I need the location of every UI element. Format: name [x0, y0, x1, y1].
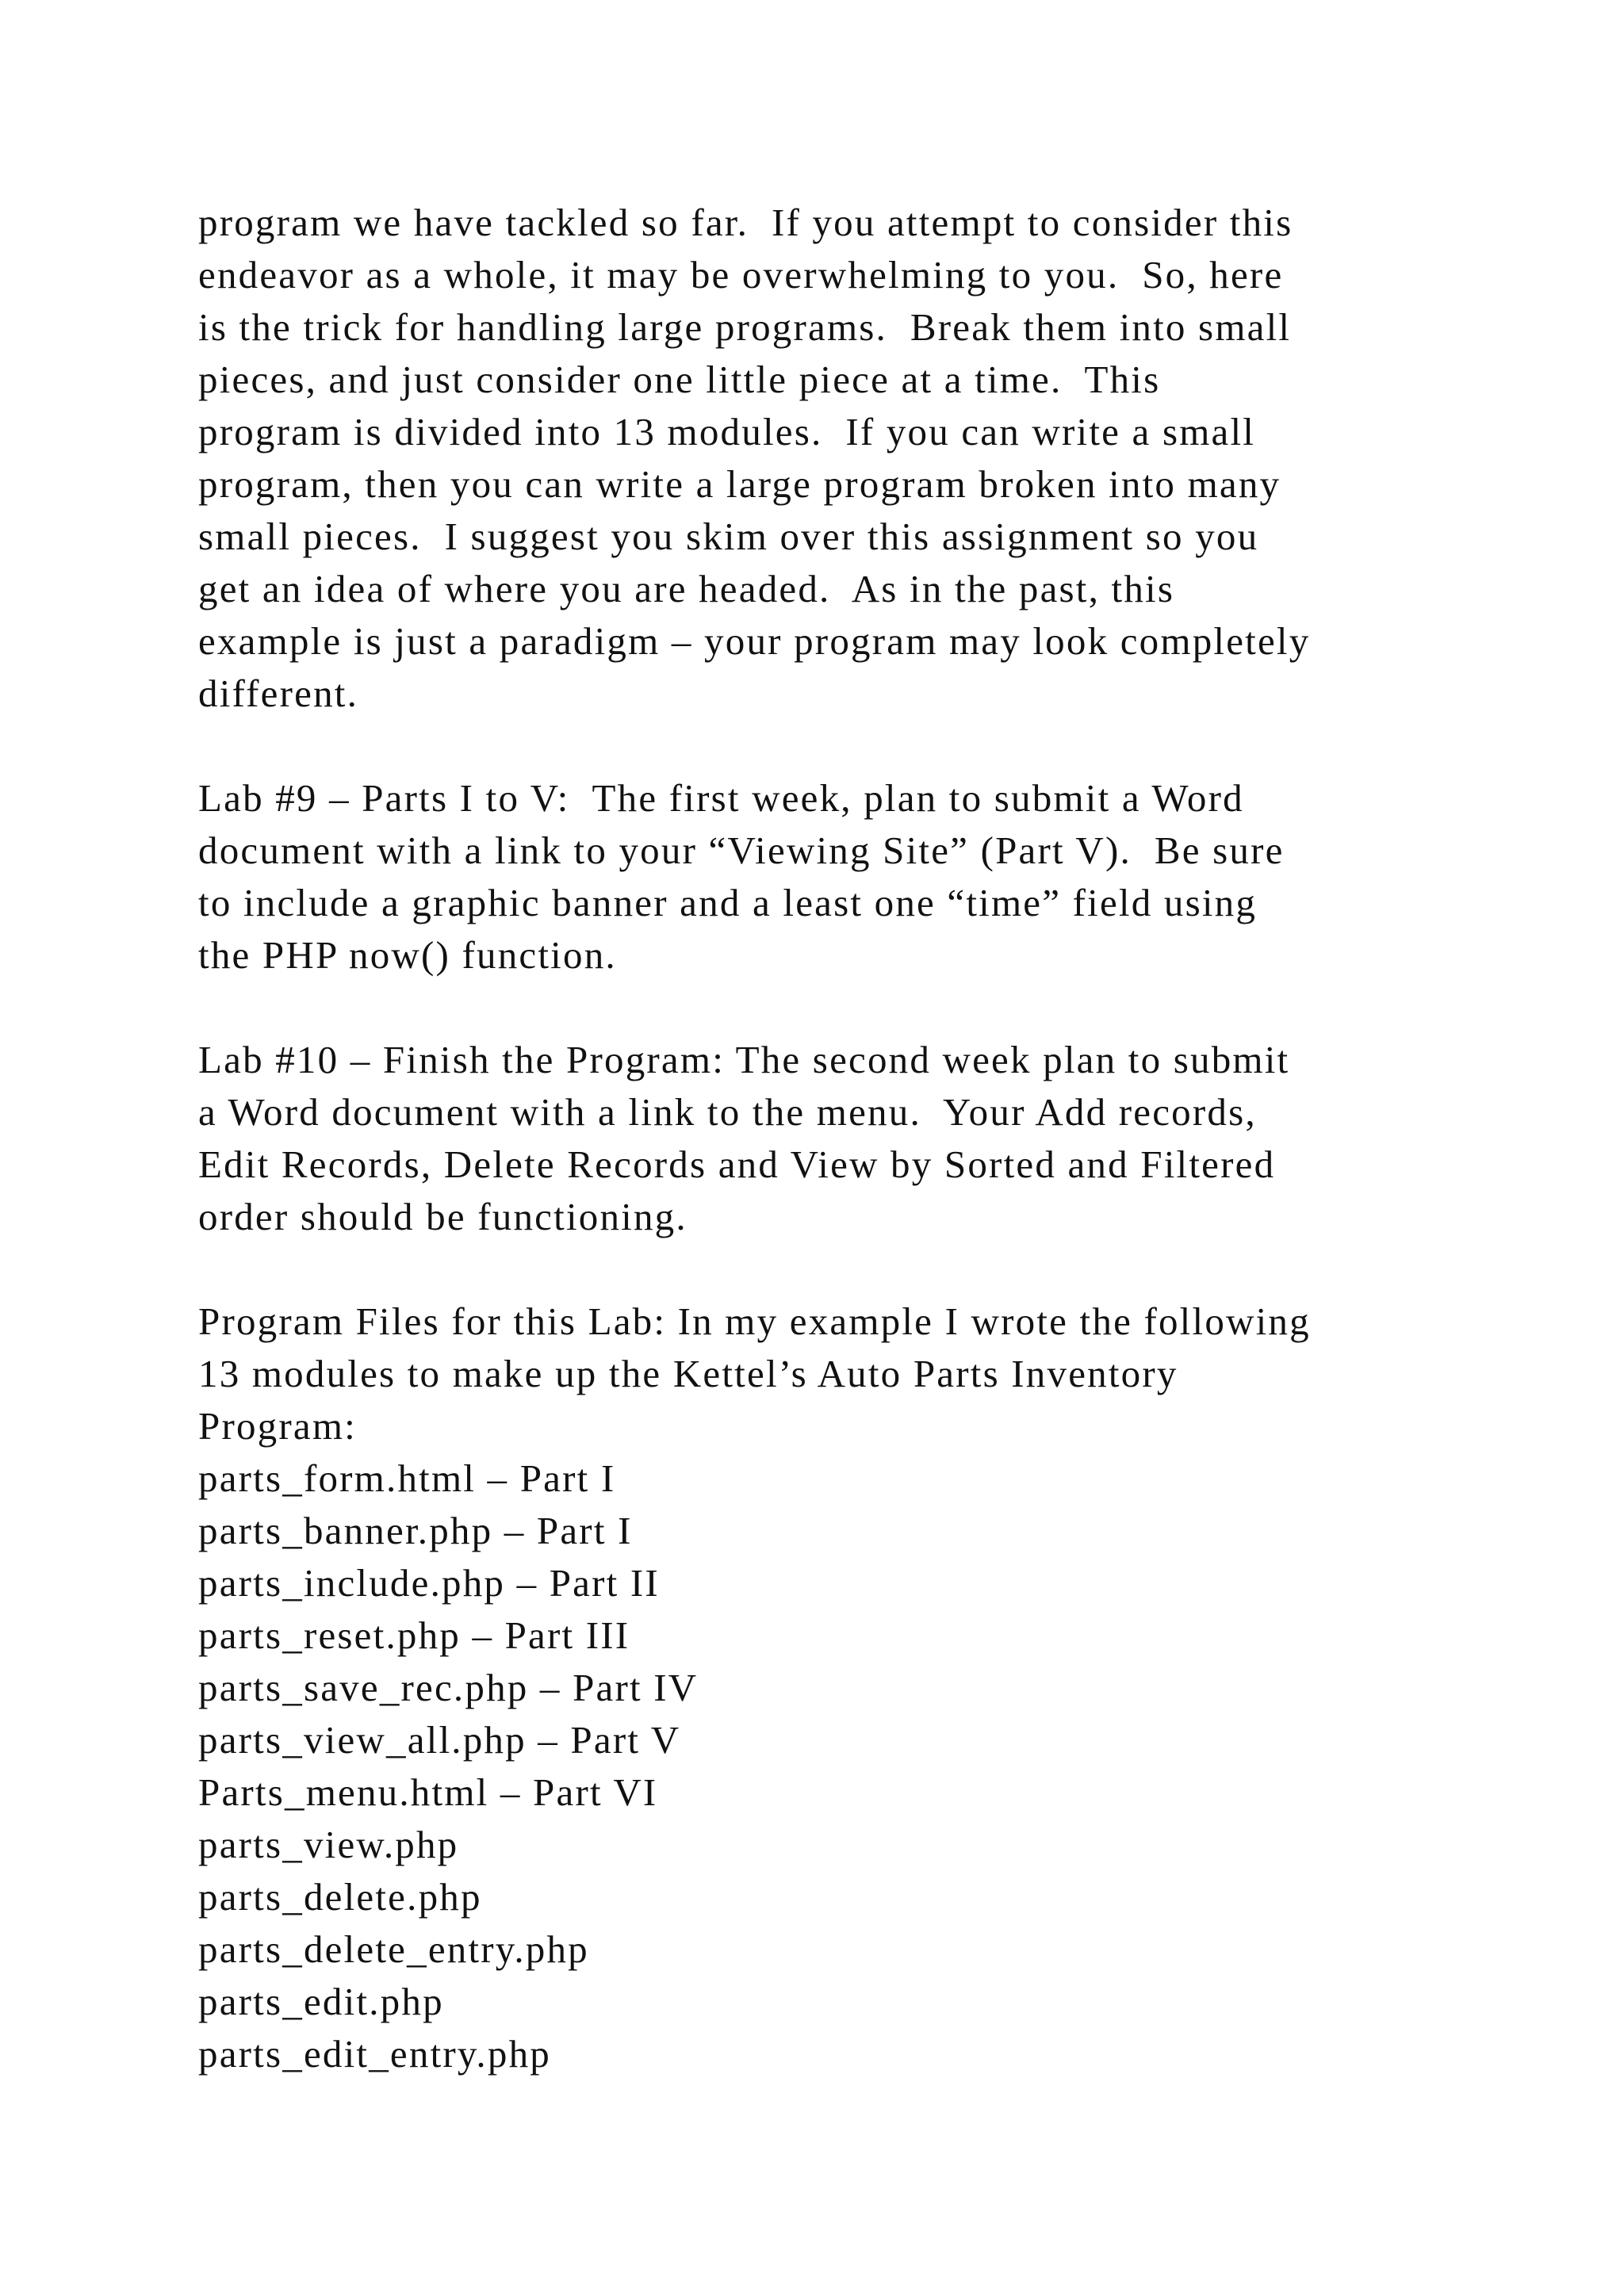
- text-line: Edit Records, Delete Records and View by Sorted and Filtered: [198, 1142, 1276, 1186]
- file-list-item: parts_save_rec.php – Part IV: [198, 1666, 699, 1709]
- file-list-item: parts_edit.php: [198, 1980, 444, 2023]
- paragraph-program-files: [198, 1295, 1483, 2080]
- text-line: different.: [198, 672, 359, 715]
- file-list-item: parts_view_all.php – Part V: [198, 1718, 681, 1762]
- text-line: endeavor as a whole, it may be overwhelming to you. So, here: [198, 253, 1284, 297]
- file-list-item: parts_view.php: [198, 1823, 459, 1866]
- document-body: [198, 197, 1483, 2080]
- paragraph-lab10: [198, 1034, 1483, 1243]
- text-line: program is divided into 13 modules. If you can write a small: [198, 410, 1256, 453]
- file-list-item: parts_include.php – Part II: [198, 1561, 660, 1605]
- text-line: document with a link to your “Viewing Site” (Part V). Be sure: [198, 828, 1285, 872]
- text-line: is the trick for handling large programs. Break them into small: [198, 305, 1292, 349]
- text-line: program, then you can write a large program broken into many: [198, 462, 1281, 506]
- file-list: [198, 1452, 1483, 2080]
- file-list-item: parts_banner.php – Part I: [198, 1509, 633, 1552]
- text-line: program we have tackled so far. If you attempt to consider this: [198, 201, 1293, 244]
- text-line: order should be functioning.: [198, 1195, 688, 1238]
- text-line: Program Files for this Lab: In my example I wrote the following: [198, 1299, 1311, 1343]
- text-line: the PHP now() function.: [198, 933, 617, 977]
- text-line: get an idea of where you are headed. As in the past, this: [198, 567, 1175, 610]
- text-line: Lab #10 – Finish the Program: The second week plan to submit: [198, 1038, 1290, 1081]
- text-line: a Word document with a link to the menu. Your Add records,: [198, 1090, 1257, 1134]
- text-line: example is just a paradigm – your program may look completely: [198, 619, 1311, 663]
- file-list-item: parts_form.html – Part I: [198, 1456, 616, 1500]
- paragraph-lab9: [198, 772, 1483, 982]
- text-line: pieces, and just consider one little piece at a time. This: [198, 358, 1161, 401]
- text-line: 13 modules to make up the Kettel’s Auto Parts Inventory: [198, 1352, 1178, 1395]
- text-line: Program:: [198, 1404, 357, 1448]
- file-list-item: parts_delete_entry.php: [198, 1927, 589, 1971]
- paragraph-intro: [198, 197, 1483, 720]
- file-list-item: Parts_menu.html – Part VI: [198, 1770, 658, 1814]
- text-line: to include a graphic banner and a least one “time” field using: [198, 881, 1258, 924]
- file-list-item: parts_reset.php – Part III: [198, 1613, 630, 1657]
- text-line: small pieces. I suggest you skim over this assignment so you: [198, 515, 1259, 558]
- file-list-item: parts_delete.php: [198, 1875, 482, 1919]
- text-line: Lab #9 – Parts I to V: The first week, plan to submit a Word: [198, 776, 1244, 820]
- file-list-item: parts_edit_entry.php: [198, 2032, 551, 2076]
